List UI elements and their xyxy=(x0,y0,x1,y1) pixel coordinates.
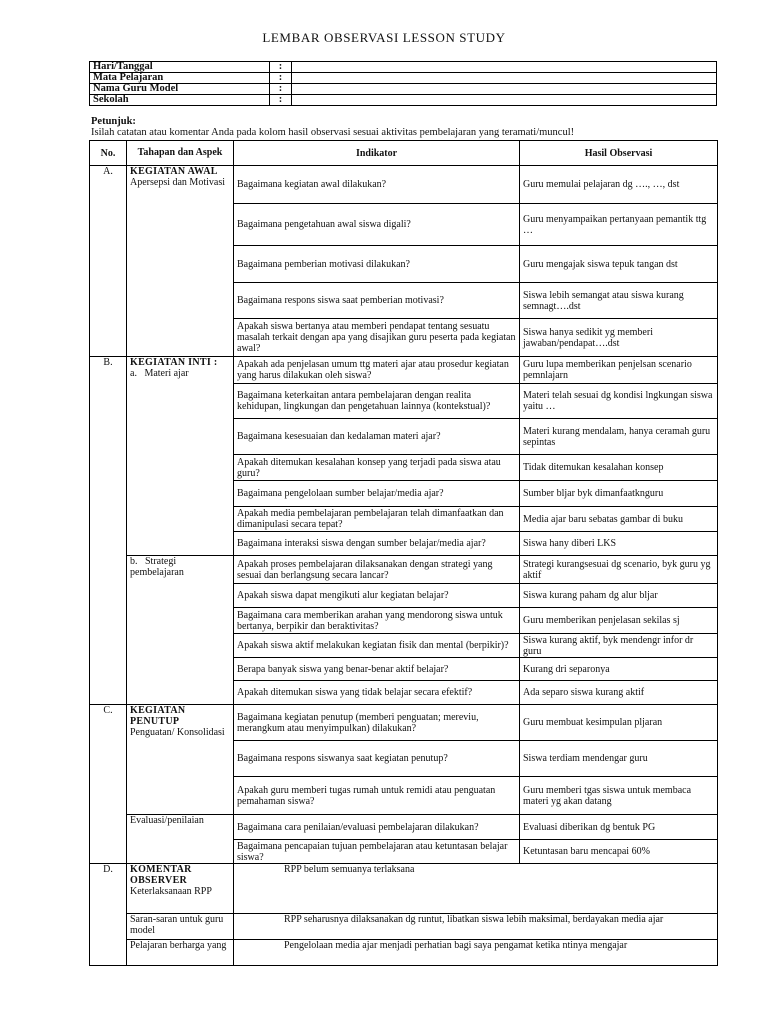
result-cell[interactable]: Siswa hany diberi LKS xyxy=(520,532,718,556)
indicator-cell: Bagaimana cara penilaian/evaluasi pembelajaran dilakukan? xyxy=(234,815,520,840)
info-value-field[interactable] xyxy=(292,95,717,106)
comment-cell[interactable]: RPP belum semuanya terlaksana xyxy=(234,864,718,914)
result-cell[interactable]: Guru memberikan penjelasan sekilas sj xyxy=(520,608,718,634)
indicator-cell: Bagaimana kesesuaian dan kedalaman materi ajar? xyxy=(234,419,520,455)
indicator-cell: Bagaimana keterkaitan antara pembelajaran dengan realita kehidupan, lingkungan dan pengetahuan lainnya (kontekstual)? xyxy=(234,384,520,419)
header-indicator: Indikator xyxy=(234,141,520,166)
section-cell xyxy=(127,556,234,705)
info-colon: : xyxy=(270,95,292,106)
indicator-cell: Bagaimana respons siswanya saat kegiatan penutup? xyxy=(234,741,520,777)
header-result: Hasil Observasi xyxy=(520,141,718,166)
indicator-cell: Apakah ditemukan siswa yang tidak belajar secara efektif? xyxy=(234,681,520,705)
result-cell[interactable]: Strategi kurangsesuai dg scenario, byk guru yg aktif xyxy=(520,556,718,584)
result-cell[interactable]: Guru membuat kesimpulan pljaran xyxy=(520,705,718,741)
result-cell[interactable]: Siswa kurang aktif, byk mendengr infor dr guru xyxy=(520,634,718,658)
table-row xyxy=(90,864,718,914)
header-no: No. xyxy=(90,141,127,166)
result-cell[interactable]: Materi kurang mendalam, hanya ceramah guru sepintas xyxy=(520,419,718,455)
table-row xyxy=(90,815,718,840)
indicator-cell: Bagaimana pengelolaan sumber belajar/media ajar? xyxy=(234,481,520,507)
info-label: Hari/Tanggal xyxy=(90,62,270,73)
result-cell[interactable]: Sumber bljar byk dimanfaatknguru xyxy=(520,481,718,507)
info-label: Sekolah xyxy=(90,95,270,106)
result-cell[interactable]: Siswa terdiam mendengar guru xyxy=(520,741,718,777)
info-colon: : xyxy=(270,62,292,73)
section-aspect: Saran-saran untuk guru model xyxy=(127,914,234,940)
indicator-cell: Apakah siswa bertanya atau memberi pendapat tentang sesuatu masalah terkait dengan apa yang disajikan guru peserta pada kegiatan awal? xyxy=(234,319,520,357)
result-cell[interactable]: Guru lupa memberikan penjelsan scenario pemnlajarn xyxy=(520,357,718,384)
result-cell[interactable]: Guru memulai pelajaran dg …., …, dst xyxy=(520,166,718,204)
observation-table xyxy=(89,140,718,966)
table-row xyxy=(90,556,718,584)
instructions xyxy=(91,116,731,138)
indicator-cell: Apakah ditemukan kesalahan konsep yang terjadi pada siswa atau guru? xyxy=(234,455,520,481)
indicator-cell: Berapa banyak siswa yang benar-benar aktif belajar? xyxy=(234,658,520,681)
section-cell xyxy=(127,864,234,914)
section-cell xyxy=(127,705,234,815)
indicator-cell: Bagaimana kegiatan awal dilakukan? xyxy=(234,166,520,204)
subsection-label: b. Strategi pembelajaran xyxy=(130,556,184,578)
indicator-cell: Apakah proses pembelajaran dilaksanakan dengan strategi yang sesuai dan berlangsung secara lancar? xyxy=(234,556,520,584)
section-aspect: Keterlaksanaan RPP xyxy=(130,886,212,897)
info-table xyxy=(89,61,717,106)
section-title: KEGIATAN INTI : xyxy=(130,357,218,368)
result-cell[interactable]: Guru mengajak siswa tepuk tangan dst xyxy=(520,246,718,283)
table-header-row xyxy=(90,141,718,166)
section-title: KOMENTAR OBSERVER xyxy=(130,864,192,886)
indicator-cell: Apakah siswa dapat mengikuti alur kegiatan belajar? xyxy=(234,584,520,608)
result-cell[interactable]: Siswa kurang paham dg alur bljar xyxy=(520,584,718,608)
indicator-cell: Apakah guru memberi tugas rumah untuk remidi atau penguatan pemahaman siswa? xyxy=(234,777,520,815)
table-row xyxy=(90,705,718,741)
result-cell[interactable]: Siswa lebih semangat atau siswa kurang semnagt….dst xyxy=(520,283,718,319)
subsection-label: a. Materi ajar xyxy=(130,368,189,379)
info-row xyxy=(90,62,717,73)
info-label: Mata Pelajaran xyxy=(90,73,270,84)
info-value-field[interactable] xyxy=(292,84,717,95)
result-cell[interactable]: Ketuntasan baru mencapai 60% xyxy=(520,840,718,864)
result-cell[interactable]: Evaluasi diberikan dg bentuk PG xyxy=(520,815,718,840)
info-row xyxy=(90,73,717,84)
indicator-cell: Bagaimana kegiatan penutup (memberi penguatan; mereviu, merangkum atau menyimpulkan) dilakukan? xyxy=(234,705,520,741)
info-label: Nama Guru Model xyxy=(90,84,270,95)
indicator-cell: Apakah siswa aktif melakukan kegiatan fisik dan mental (berpikir)? xyxy=(234,634,520,658)
table-row xyxy=(90,166,718,204)
indicator-cell: Bagaimana pengetahuan awal siswa digali? xyxy=(234,204,520,246)
indicator-cell: Bagaimana pemberian motivasi dilakukan? xyxy=(234,246,520,283)
indicator-cell: Apakah media pembelajaran pembelajaran telah dimanfaatkan dan dimanipulasi secara tepat? xyxy=(234,507,520,532)
table-row xyxy=(90,914,718,940)
section-number: D. xyxy=(90,864,127,966)
info-colon: : xyxy=(270,84,292,95)
result-cell[interactable]: Materi telah sesuai dg kondisi lngkungan siswa yaitu … xyxy=(520,384,718,419)
result-cell[interactable]: Media ajar baru sebatas gambar di buku xyxy=(520,507,718,532)
info-row xyxy=(90,84,717,95)
instructions-text: Isilah catatan atau komentar Anda pada kolom hasil observasi sesuai aktivitas pembelajaran yang teramati/muncul! xyxy=(91,127,575,138)
indicator-cell: Apakah ada penjelasan umum ttg materi ajar atau prosedur kegiatan yang harus dilakukan oleh siswa? xyxy=(234,357,520,384)
table-row xyxy=(90,940,718,966)
result-cell[interactable]: Tidak ditemukan kesalahan konsep xyxy=(520,455,718,481)
indicator-cell: Bagaimana pencapaian tujuan pembelajaran atau ketuntasan belajar siswa? xyxy=(234,840,520,864)
section-number: A. xyxy=(90,166,127,357)
comment-cell[interactable]: RPP seharusnya dilaksanakan dg runtut, libatkan siswa lebih maksimal, berdayakan media ajar xyxy=(234,914,718,940)
section-cell xyxy=(127,166,234,357)
section-cell xyxy=(127,357,234,556)
section-number: C. xyxy=(90,705,127,864)
section-aspect: Penguatan/ Konsolidasi xyxy=(130,727,225,738)
result-cell[interactable]: Guru menyampaikan pertanyaan pemantik ttg … xyxy=(520,204,718,246)
table-row xyxy=(90,357,718,384)
indicator-cell: Bagaimana interaksi siswa dengan sumber belajar/media ajar? xyxy=(234,532,520,556)
result-cell[interactable]: Kurang dri separonya xyxy=(520,658,718,681)
info-colon: : xyxy=(270,73,292,84)
section-title: KEGIATAN PENUTUP xyxy=(130,705,186,727)
info-value-field[interactable] xyxy=(292,62,717,73)
section-title: KEGIATAN AWAL xyxy=(130,166,218,177)
indicator-cell: Bagaimana cara memberikan arahan yang mendorong siswa untuk bertanya, berpikir dan beraktivitas? xyxy=(234,608,520,634)
result-cell[interactable]: Guru memberi tgas siswa untuk membaca materi yg akan datang xyxy=(520,777,718,815)
document-title: LEMBAR OBSERVASI LESSON STUDY xyxy=(262,30,506,45)
indicator-cell: Bagaimana respons siswa saat pemberian motivasi? xyxy=(234,283,520,319)
section-cell xyxy=(127,815,234,864)
info-value-field[interactable] xyxy=(292,73,717,84)
section-aspect: Apersepsi dan Motivasi xyxy=(130,177,225,188)
instructions-heading: Petunjuk: xyxy=(91,116,136,127)
info-row xyxy=(90,95,717,106)
header-stage: Tahapan dan Aspek xyxy=(127,141,234,166)
section-number: B. xyxy=(90,357,127,705)
comment-cell[interactable]: Pengelolaan media ajar menjadi perhatian bagi saya pengamat ketika ntinya mengajar xyxy=(234,940,718,966)
section-aspect: Evaluasi/penilaian xyxy=(130,815,204,826)
result-cell[interactable]: Siswa hanya sedikit yg memberi jawaban/pendapat….dst xyxy=(520,319,718,357)
section-aspect: Pelajaran berharga yang xyxy=(127,940,234,966)
result-cell[interactable]: Ada separo siswa kurang aktif xyxy=(520,681,718,705)
